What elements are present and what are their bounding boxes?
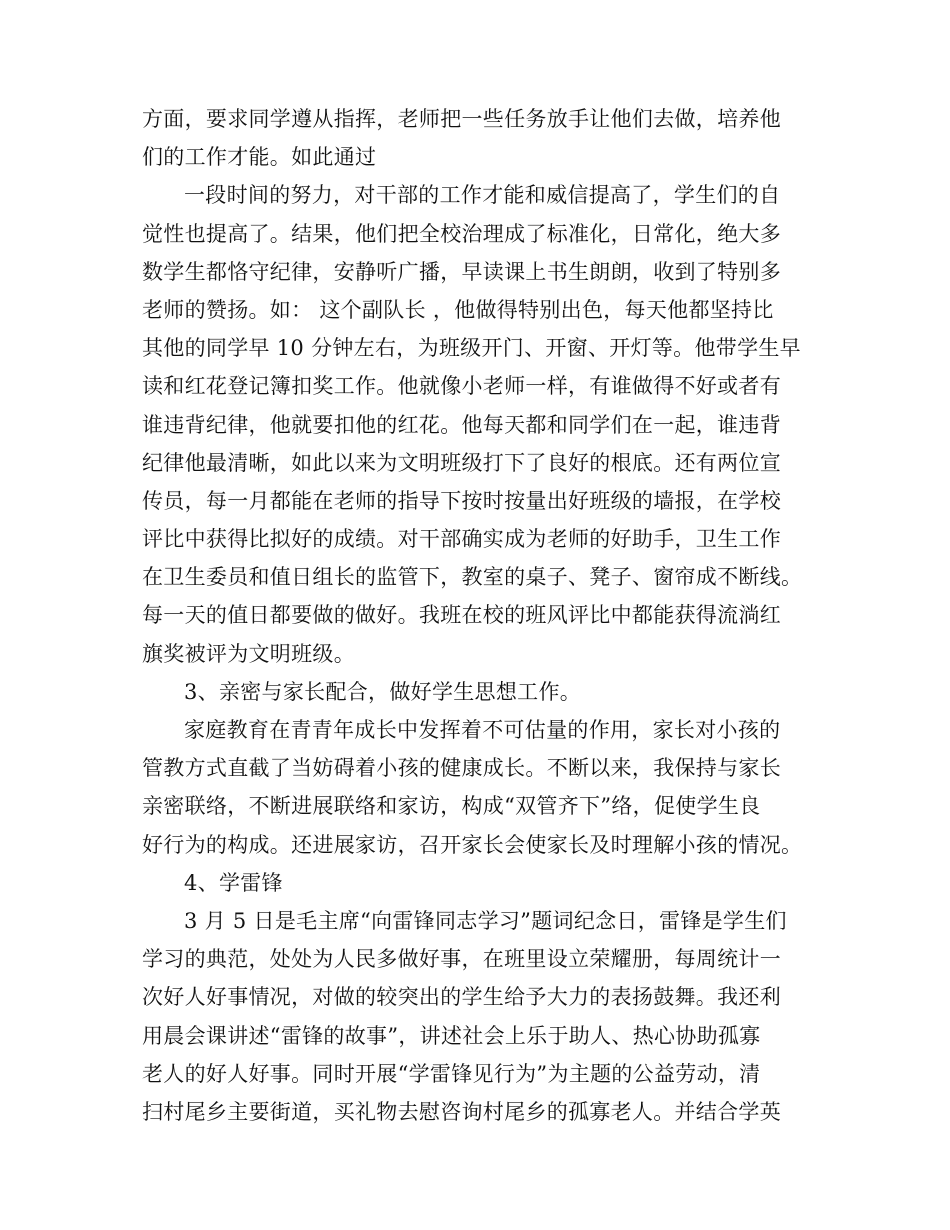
text-line: 一段时间的努力，对干部的工作才能和威信提高了，学生们的自 <box>184 183 781 208</box>
text-line: 纪律他最清晰，如此以来为文明班级打下了良好的根底。还有两位宣 <box>142 450 781 475</box>
text-line: 亲密联络，不断进展联络和家访，构成“双管齐下”络，促使学生良 <box>142 794 761 819</box>
text-line: 家庭教育在青青年成长中发挥着不可估量的作用，家长对小孩的 <box>184 718 781 742</box>
text-line: 3、亲密与家长配合，做好学生思想工作。 <box>184 679 582 704</box>
text-line: 旗奖被评为文明班级。 <box>142 641 355 666</box>
text-line: 每一天的值日都要做的做好。我班在校的班风评比中都能获得流淌红 <box>142 603 781 628</box>
text-line: 好行为的构成。还进展家访，召开家长会使家长及时理解小孩的情况。 <box>142 832 803 857</box>
document-body <box>142 100 822 1131</box>
text-line: 传员，每一月都能在老师的指导下按时按量出好班级的墙报，在学校 <box>142 488 781 513</box>
text-line: 3 月 5 日是毛主席“向雷锋同志学习”题词纪念日，雷锋是学生们 <box>184 908 787 933</box>
text-line: 评比中获得比拟好的成绩。对干部确实成为老师的好助手，卫生工作 <box>142 527 781 552</box>
text-line: 管教方式直截了当妨碍着小孩的健康成长。不断以来，我保持与家长 <box>142 756 781 781</box>
text-line: 老人的好人好事。同时开展“学雷锋见行为”为主题的公益劳动，清 <box>142 1061 761 1086</box>
text-line: 觉性也提高了。结果，他们把全校治理成了标准化，日常化，绝大多 <box>142 221 781 246</box>
text-line: 次好人好事情况，对做的较突出的学生给予大力的表扬鼓舞。我还利 <box>142 985 781 1010</box>
text-line: 数学生都恪守纪律，安静听广播，早读课上书生朗朗，收到了特别多 <box>142 259 781 284</box>
text-line: 在卫生委员和值日组长的监管下，教室的桌子、凳子、窗帘成不断线。 <box>142 565 803 590</box>
text-line: 学习的典范，处处为人民多做好事，在班里设立荣耀册，每周统计一 <box>142 947 781 972</box>
text-line: 谁违背纪律，他就要扣他的红花。他每天都和同学们在一起，谁违背 <box>142 412 781 437</box>
text-line: 读和红花登记簿扣奖工作。他就像小老师一样，有谁做得不好或者有 <box>142 374 781 399</box>
text-line: 老师的赞扬。如： 这个副队长 ，他做得特别出色，每天他都坚持比 <box>142 297 774 322</box>
text-line: 方面，要求同学遵从指挥，老师把一些任务放手让他们去做，培养他 <box>142 107 781 131</box>
text-line: 其他的同学早 10 分钟左右，为班级开门、开窗、开灯等。他带学生早 <box>142 336 801 361</box>
text-line: 4、学雷锋 <box>184 870 283 895</box>
text-line: 用晨会课讲述“雷锋的故事”，讲述社会上乐于助人、热心协助孤寡 <box>142 1023 761 1048</box>
text-line: 扫村尾乡主要街道，买礼物去慰咨询村尾乡的孤寡老人。并结合学英 <box>142 1099 781 1124</box>
text-line: 们的工作才能。如此通过 <box>142 145 377 170</box>
